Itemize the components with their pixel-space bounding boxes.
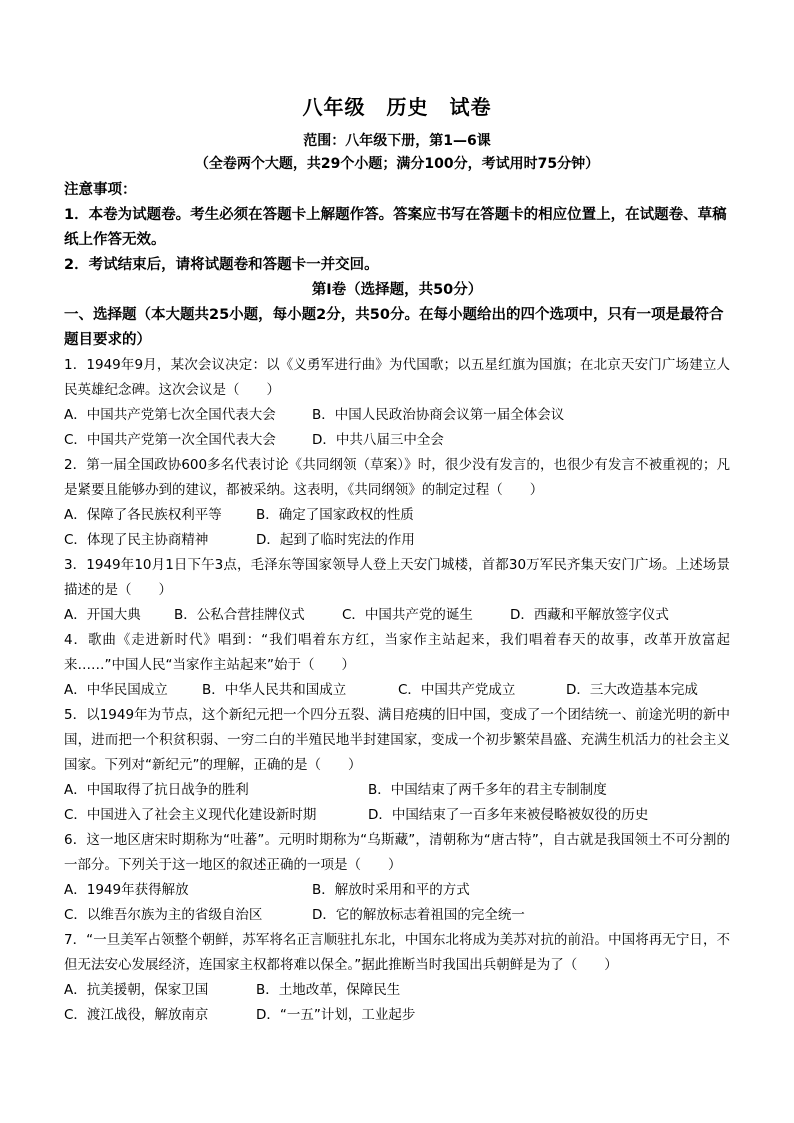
question-7-options-row2 bbox=[64, 1003, 730, 1028]
exam-title: 八年级 历史 试卷 bbox=[302, 95, 492, 119]
option-a[interactable]: A．1949年获得解放 bbox=[64, 882, 189, 898]
question-4-options bbox=[64, 678, 730, 703]
question-7-options bbox=[64, 978, 730, 1003]
part-one-title: 第Ⅰ卷（选择题，共50分） bbox=[311, 282, 483, 298]
option-a[interactable]: A．保障了各民族权利平等 bbox=[64, 507, 222, 523]
option-c[interactable]: C．以维吾尔族为主的省级自治区 bbox=[64, 907, 263, 923]
option-c[interactable]: C．中国共产党的诞生 bbox=[342, 607, 473, 623]
question-1-options bbox=[64, 403, 730, 428]
question-5-options-row2 bbox=[64, 803, 730, 828]
option-a[interactable]: A．中华民国成立 bbox=[64, 682, 168, 698]
option-c[interactable]: C．中国共产党成立 bbox=[398, 682, 516, 698]
option-d[interactable]: D．中国结束了一百多年来被侵略被奴役的历史 bbox=[368, 807, 649, 823]
question-3-stem: 3．1949年10月1日下午3点，毛泽东等国家领导人登上天安门城楼，首都30万军民齐集天安门广场。上述场景描述的是（ ） bbox=[64, 557, 730, 598]
question-6-stem: 6．这一地区唐宋时期称为“吐蕃”。元明时期称为“乌斯藏”，清朝称为“唐古特”，自古就是我国领土不可分割的一部分。下列关于这一地区的叙述正确的一项是（ ） bbox=[64, 832, 730, 873]
option-a[interactable]: A．开国大典 bbox=[64, 607, 141, 623]
option-b[interactable]: B．土地改革，保障民生 bbox=[256, 982, 401, 998]
question-6-options bbox=[64, 878, 730, 903]
question-6-options-row2 bbox=[64, 903, 730, 928]
option-a[interactable]: A．中国取得了抗日战争的胜利 bbox=[64, 782, 249, 798]
option-b[interactable]: B．解放时采用和平的方式 bbox=[312, 882, 470, 898]
option-b[interactable]: B．确定了国家政权的性质 bbox=[256, 507, 414, 523]
option-d[interactable]: D．三大改造基本完成 bbox=[566, 682, 698, 698]
option-c[interactable]: C．渡江战役，解放南京 bbox=[64, 1007, 209, 1023]
notes-heading: 注意事项： bbox=[64, 182, 137, 198]
option-a[interactable]: A．抗美援朝，保家卫国 bbox=[64, 982, 209, 998]
option-b[interactable]: B．中国结束了两千多年的君主专制制度 bbox=[368, 782, 607, 798]
question-3-options bbox=[64, 603, 730, 628]
option-d[interactable]: D．“一五”计划，工业起步 bbox=[256, 1007, 416, 1023]
question-7-stem: 7．“一旦美军占领整个朝鲜，苏军将名正言顺驻扎东北，中国东北将成为美苏对抗的前沿。中国将再无宁日，不但无法安心发展经济，连国家主权都将难以保全。”据此推断当时我国出兵朝鲜是为了（ ） bbox=[64, 932, 730, 973]
option-d[interactable]: D．起到了临时宪法的作用 bbox=[256, 532, 415, 548]
option-d[interactable]: D．西藏和平解放签字仪式 bbox=[510, 607, 669, 623]
question-2-stem: 2．第一届全国政协600多名代表讨论《共同纲领（草案）》时，很少没有发言的，也很少有发言不被重视的；凡是紧要且能够办到的建议，都被采纳。这表明，《共同纲领》的制定过程（ ） bbox=[64, 457, 730, 498]
question-5-stem: 5．以1949年为节点，这个新纪元把一个四分五裂、满目疮痍的旧中国，变成了一个团结统一、前途光明的新中国，进而把一个积贫积弱、一穷二白的半殖民地半封建国家，变成一个初步繁荣昌盛、充满生机活力的社会主义国家。下列对“新纪元”的理解，正确的是（ ） bbox=[64, 707, 730, 773]
question-1-options-row2 bbox=[64, 428, 730, 453]
section-one-heading: 一、选择题（本大题共25小题，每小题2分，共50分。在每小题给出的四个选项中，只有一项是最符合题目要求的） bbox=[64, 307, 724, 348]
question-5-options bbox=[64, 778, 730, 803]
note-item-1: 1．本卷为试题卷。考生必须在答题卡上解题作答。答案应书写在答题卡的相应位置上，在试题卷、草稿纸上作答无效。 bbox=[64, 207, 727, 248]
option-d[interactable]: D．它的解放标志着祖国的完全统一 bbox=[312, 907, 525, 923]
note-item-2: 2．考试结束后，请将试题卷和答题卡一并交回。 bbox=[64, 257, 379, 273]
option-d[interactable]: D．中共八届三中全会 bbox=[312, 432, 444, 448]
question-1-stem: 1．1949年9月，某次会议决定：以《义勇军进行曲》为代国歌；以五星红旗为国旗；在北京天安门广场建立人民英雄纪念碑。这次会议是（ ） bbox=[64, 357, 730, 398]
option-c[interactable]: C．中国共产党第一次全国代表大会 bbox=[64, 432, 276, 448]
exam-scope: 范围：八年级下册，第1—6课 bbox=[303, 133, 491, 149]
option-c[interactable]: C．体现了民主协商精神 bbox=[64, 532, 209, 548]
question-4-stem: 4．歌曲《走进新时代》唱到：“我们唱着东方红，当家作主站起来，我们唱着春天的故事，改革开放富起来……”中国人民“当家作主站起来”始于（ ） bbox=[64, 632, 730, 673]
exam-meta: （全卷两个大题，共29个小题；满分100分，考试用时75分钟） bbox=[194, 156, 600, 172]
option-b[interactable]: B．中国人民政治协商会议第一届全体会议 bbox=[312, 407, 565, 423]
option-b[interactable]: B．中华人民共和国成立 bbox=[202, 682, 347, 698]
question-2-options-row2 bbox=[64, 528, 730, 553]
option-c[interactable]: C．中国进入了社会主义现代化建设新时期 bbox=[64, 807, 317, 823]
option-a[interactable]: A．中国共产党第七次全国代表大会 bbox=[64, 407, 276, 423]
question-2-options bbox=[64, 503, 730, 528]
option-b[interactable]: B．公私合营挂牌仪式 bbox=[174, 607, 305, 623]
